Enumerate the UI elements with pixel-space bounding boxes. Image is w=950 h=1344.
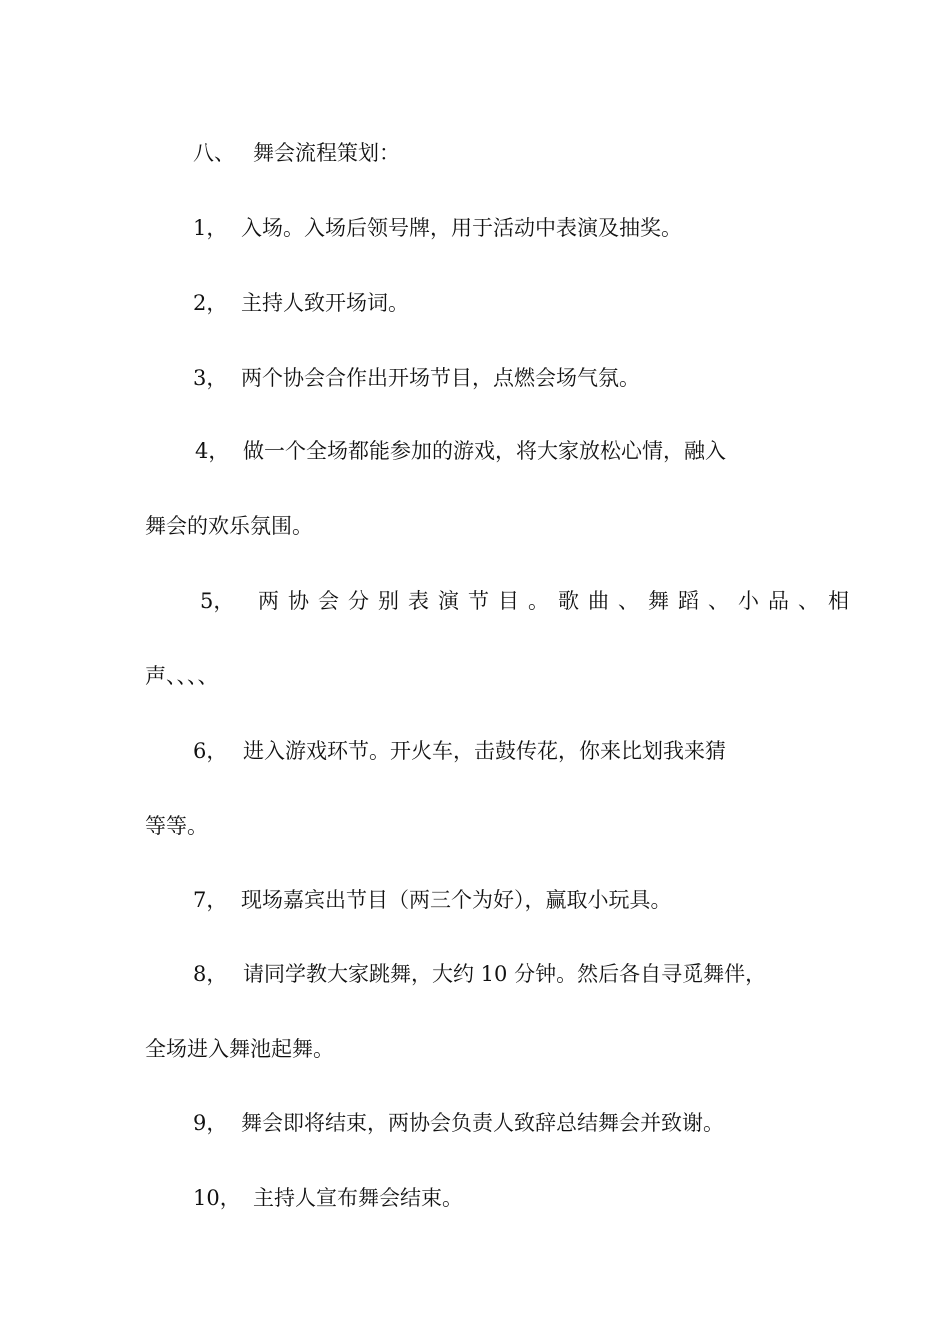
list-item-7 <box>193 885 873 915</box>
list-item-8-continuation: 全场进入舞池起舞。 <box>145 1037 334 1061</box>
item-text: 现场嘉宾出节目（两三个为好），赢取小玩具。 <box>241 888 672 912</box>
list-item-8 <box>193 959 873 989</box>
list-item-10 <box>193 1183 873 1213</box>
item-number: 5， <box>200 589 235 613</box>
item-text: 两协会分别表演节目。歌曲、舞蹈、小品、相 <box>258 589 858 613</box>
item-text: 入场。入场后领号牌，用于活动中表演及抽奖。 <box>241 216 682 240</box>
item-number: 7， <box>193 888 228 912</box>
item-number: 1， <box>193 216 228 240</box>
item-number: 8， <box>193 962 228 986</box>
item-text: 请同学教大家跳舞，大约 10 分钟。然后各自寻觅舞伴， <box>243 962 767 986</box>
item-text: 做一个全场都能参加的游戏，将大家放松心情，融入 <box>243 439 726 463</box>
item-number: 9， <box>193 1111 228 1135</box>
list-item-4 <box>195 436 875 466</box>
list-item-6-continuation: 等等。 <box>145 814 208 838</box>
heading-text: 舞会流程策划： <box>253 141 400 165</box>
list-item-3 <box>193 363 873 393</box>
list-item-5 <box>200 586 880 616</box>
list-item-4-continuation: 舞会的欢乐氛围。 <box>145 514 313 538</box>
heading-number: 八、 <box>193 141 235 165</box>
item-text: 进入游戏环节。开火车，击鼓传花，你来比划我来猜 <box>243 739 726 763</box>
item-number: 10， <box>193 1186 241 1210</box>
list-item-5-continuation: 声、、、、 <box>145 664 219 688</box>
list-item-1 <box>193 213 873 243</box>
item-text: 两个协会合作出开场节目，点燃会场气氛。 <box>241 366 640 390</box>
list-item-6 <box>193 736 873 766</box>
item-text: 主持人宣布舞会结束。 <box>253 1186 463 1210</box>
list-item-2 <box>193 288 873 318</box>
item-number: 2， <box>193 291 228 315</box>
list-item-9 <box>193 1108 873 1138</box>
item-number: 4， <box>195 439 230 463</box>
item-number: 3， <box>193 366 228 390</box>
item-number: 6， <box>193 739 228 763</box>
item-text: 主持人致开场词。 <box>241 291 409 315</box>
section-heading <box>193 138 873 168</box>
item-text: 舞会即将结束，两协会负责人致辞总结舞会并致谢。 <box>241 1111 724 1135</box>
